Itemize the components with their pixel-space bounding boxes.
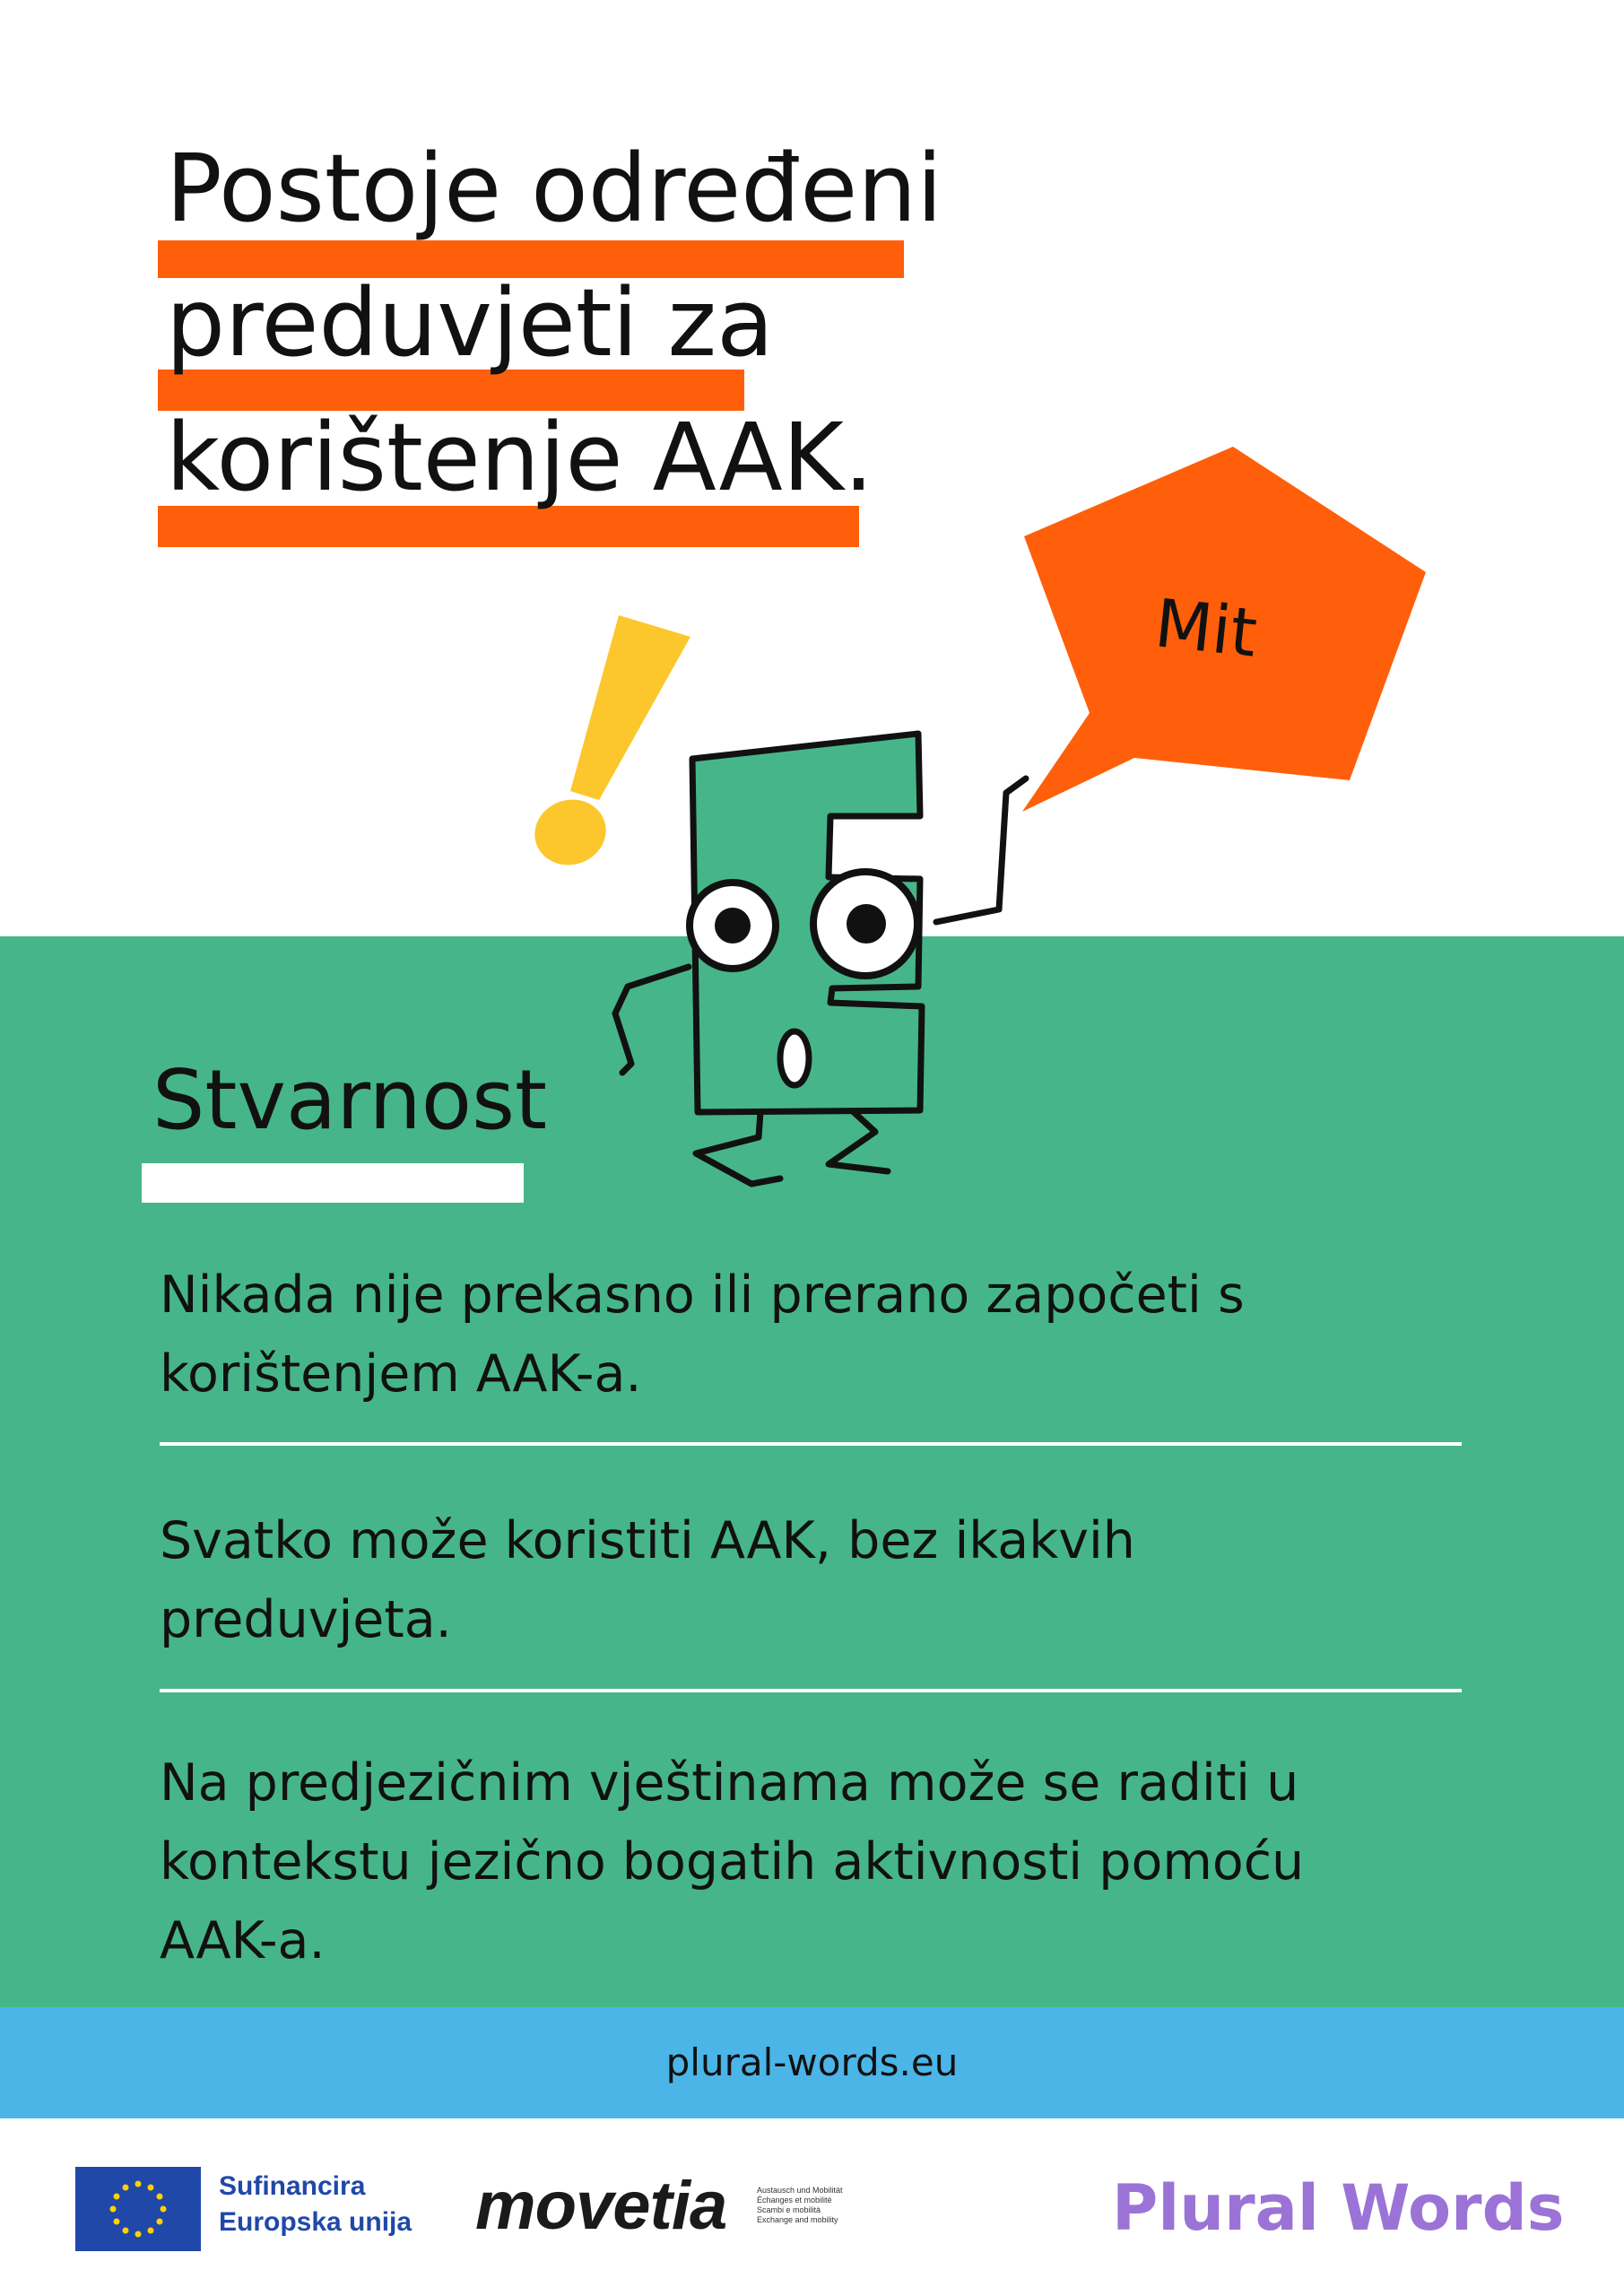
speech-bubble-label: Mit xyxy=(1151,585,1261,673)
movetia-sub-line-4: Exchange and mobility xyxy=(757,2215,838,2224)
movetia-sub-line-3: Scambi e mobilità xyxy=(757,2205,821,2214)
movetia-logo: movetia xyxy=(475,2168,727,2244)
title-line-1: Postoje određeni xyxy=(166,134,943,243)
section-heading: Stvarnost xyxy=(152,1052,548,1148)
eu-label-line-2: Europska unija xyxy=(219,2207,413,2237)
separator-2 xyxy=(160,1689,1462,1692)
reality-paragraph-1: Nikada nije prekasno ili prerano započeti s korištenjem AAK-a. xyxy=(160,1265,1245,1404)
movetia-sub-line-1: Austausch und Mobilität xyxy=(757,2186,843,2195)
letter-character-mascot xyxy=(583,718,1031,1202)
separator-1 xyxy=(160,1442,1462,1446)
title-line-2: preduvjeti za xyxy=(166,268,774,378)
eu-flag-icon xyxy=(75,2167,201,2251)
plural-words-logo: Plural Words xyxy=(1112,2171,1565,2245)
movetia-sub-line-2: Échanges et mobilité xyxy=(757,2196,832,2205)
website-link[interactable]: plural-words.eu xyxy=(665,2040,959,2084)
eu-label-line-1: Sufinancira xyxy=(219,2171,366,2201)
movetia-subtitle xyxy=(757,2186,843,2225)
reality-paragraph-2: Svatko može koristiti AAK, bez ikakvih preduvjeta. xyxy=(160,1511,1135,1649)
eu-label xyxy=(219,2169,412,2240)
reality-paragraph-3: Na predjezičnim vještinama može se raditi u kontekstu jezično bogatih aktivnosti pomoću AAK-a. xyxy=(160,1753,1305,1970)
title-line-3: korištenje AAK. xyxy=(166,403,874,512)
heading-underline xyxy=(142,1163,524,1203)
